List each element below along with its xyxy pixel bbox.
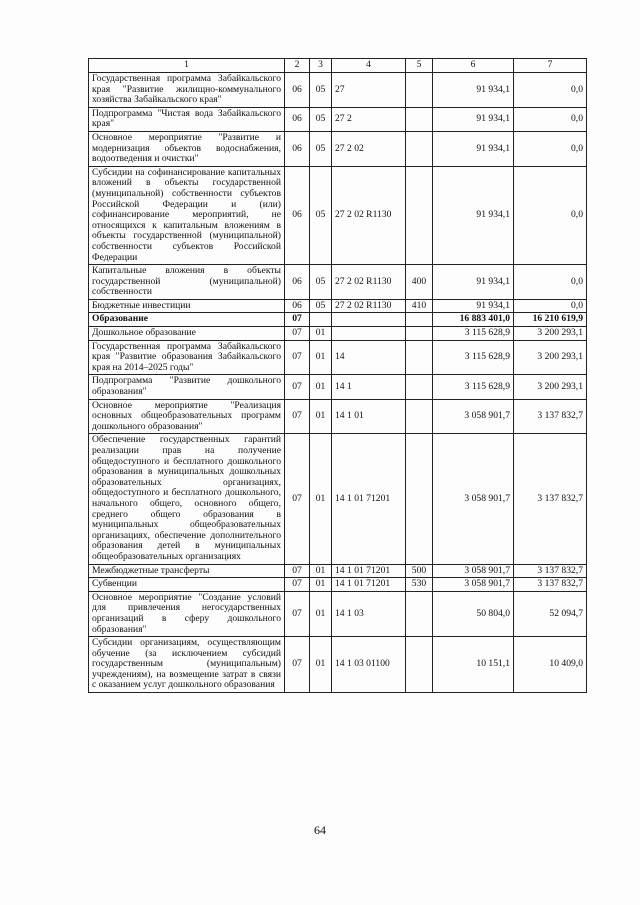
table-row bbox=[89, 265, 587, 300]
row-name-cell: Обеспечение государственных гарантий реализации прав на получение общедоступного и бесплатного дошкольного образования в муниципальных дошкольных образовательных организациях, общедоступного и бесплатного дошкольного, начального общего, основного общего, среднего общего образования в муниципальных общеобразовательных организациях, обеспечение дополнительного образования детей в муниципальных общеобразовательных организациях bbox=[89, 434, 285, 564]
budget-table bbox=[88, 58, 587, 693]
row-name-cell: Основное мероприятие "Создание условий для привлечения негосударственных организаций в сферу дошкольного образования" bbox=[89, 591, 285, 636]
row-section-cell: 07 bbox=[285, 564, 310, 578]
row-name-cell: Государственная программа Забайкальского края "Развитие образования Забайкальского края на 2014–2025 годы" bbox=[89, 340, 285, 375]
row-subsection-cell: 01 bbox=[310, 399, 332, 434]
page-number: 64 bbox=[314, 823, 326, 837]
row-subsection-cell: 05 bbox=[310, 131, 332, 166]
table-row bbox=[89, 591, 587, 636]
row-subsection-cell: 01 bbox=[310, 578, 332, 592]
row-section-cell: 07 bbox=[285, 578, 310, 592]
row-amount-1-cell: 91 934,1 bbox=[433, 265, 514, 300]
table-body bbox=[89, 73, 587, 693]
row-name-cell: Подпрограмма "Развитие дошкольного образования" bbox=[89, 375, 285, 399]
row-section-cell: 07 bbox=[285, 434, 310, 564]
row-target-article-cell bbox=[332, 327, 406, 341]
row-amount-1-cell: 3 058 901,7 bbox=[433, 578, 514, 592]
row-expense-type-cell bbox=[406, 73, 433, 108]
row-expense-type-cell bbox=[406, 591, 433, 636]
row-subsection-cell: 01 bbox=[310, 564, 332, 578]
table-row bbox=[89, 578, 587, 592]
row-amount-2-cell: 0,0 bbox=[514, 107, 587, 131]
column-header-7: 7 bbox=[514, 59, 587, 73]
row-name-cell: Межбюджетные трансферты bbox=[89, 564, 285, 578]
row-target-article-cell: 27 2 02 R1130 bbox=[332, 166, 406, 264]
row-amount-2-cell: 52 094,7 bbox=[514, 591, 587, 636]
row-amount-2-cell: 3 137 832,7 bbox=[514, 399, 587, 434]
table-row bbox=[89, 637, 587, 693]
row-section-cell: 06 bbox=[285, 73, 310, 108]
row-expense-type-cell bbox=[406, 399, 433, 434]
row-amount-1-cell: 91 934,1 bbox=[433, 299, 514, 313]
row-expense-type-cell bbox=[406, 340, 433, 375]
row-subsection-cell: 05 bbox=[310, 73, 332, 108]
row-amount-2-cell: 0,0 bbox=[514, 131, 587, 166]
row-expense-type-cell: 530 bbox=[406, 578, 433, 592]
row-amount-1-cell: 3 115 628,9 bbox=[433, 327, 514, 341]
row-amount-2-cell: 0,0 bbox=[514, 299, 587, 313]
row-amount-1-cell: 3 115 628,9 bbox=[433, 375, 514, 399]
row-subsection-cell: 01 bbox=[310, 591, 332, 636]
row-subsection-cell: 01 bbox=[310, 434, 332, 564]
row-amount-2-cell: 3 137 832,7 bbox=[514, 434, 587, 564]
table-row bbox=[89, 564, 587, 578]
row-target-article-cell: 14 1 01 71201 bbox=[332, 578, 406, 592]
row-target-article-cell: 27 2 bbox=[332, 107, 406, 131]
row-amount-2-cell: 0,0 bbox=[514, 73, 587, 108]
row-amount-1-cell: 50 804,0 bbox=[433, 591, 514, 636]
row-target-article-cell: 27 bbox=[332, 73, 406, 108]
row-section-cell: 06 bbox=[285, 265, 310, 300]
row-expense-type-cell bbox=[406, 313, 433, 327]
row-amount-1-cell: 91 934,1 bbox=[433, 107, 514, 131]
row-section-cell: 06 bbox=[285, 131, 310, 166]
row-section-cell: 07 bbox=[285, 591, 310, 636]
row-amount-2-cell: 10 409,0 bbox=[514, 637, 587, 693]
row-amount-1-cell: 3 115 628,9 bbox=[433, 340, 514, 375]
row-amount-1-cell: 3 058 901,7 bbox=[433, 564, 514, 578]
row-name-cell: Образование bbox=[89, 313, 285, 327]
table-row bbox=[89, 375, 587, 399]
row-target-article-cell: 14 bbox=[332, 340, 406, 375]
table-row bbox=[89, 399, 587, 434]
row-section-cell: 07 bbox=[285, 340, 310, 375]
row-amount-1-cell: 91 934,1 bbox=[433, 131, 514, 166]
row-expense-type-cell bbox=[406, 166, 433, 264]
row-subsection-cell: 01 bbox=[310, 340, 332, 375]
table-row bbox=[89, 327, 587, 341]
row-target-article-cell: 14 1 01 71201 bbox=[332, 564, 406, 578]
row-target-article-cell: 14 1 bbox=[332, 375, 406, 399]
row-expense-type-cell: 410 bbox=[406, 299, 433, 313]
table-header-row bbox=[89, 59, 587, 73]
row-amount-2-cell: 3 200 293,1 bbox=[514, 375, 587, 399]
column-header-6: 6 bbox=[433, 59, 514, 73]
row-expense-type-cell bbox=[406, 375, 433, 399]
row-expense-type-cell bbox=[406, 434, 433, 564]
column-header-3: 3 bbox=[310, 59, 332, 73]
row-amount-1-cell: 3 058 901,7 bbox=[433, 434, 514, 564]
row-target-article-cell bbox=[332, 313, 406, 327]
column-header-2: 2 bbox=[285, 59, 310, 73]
table-row bbox=[89, 434, 587, 564]
row-amount-2-cell: 3 137 832,7 bbox=[514, 578, 587, 592]
row-section-cell: 07 bbox=[285, 399, 310, 434]
row-expense-type-cell bbox=[406, 107, 433, 131]
row-target-article-cell: 14 1 03 bbox=[332, 591, 406, 636]
row-name-cell: Государственная программа Забайкальского края "Развитие жилищно-коммунального хозяйства Забайкальского края" bbox=[89, 73, 285, 108]
table-row bbox=[89, 299, 587, 313]
row-amount-2-cell: 0,0 bbox=[514, 166, 587, 264]
row-amount-1-cell: 3 058 901,7 bbox=[433, 399, 514, 434]
row-amount-1-cell: 10 151,1 bbox=[433, 637, 514, 693]
row-amount-2-cell: 3 200 293,1 bbox=[514, 340, 587, 375]
row-subsection-cell: 01 bbox=[310, 327, 332, 341]
row-section-cell: 07 bbox=[285, 313, 310, 327]
row-subsection-cell: 01 bbox=[310, 375, 332, 399]
row-name-cell: Субсидии организациям, осуществляющим обучение (за исключением субсидий государственным (муниципальным) учреждениям), на возмещение затрат в связи с оказанием услуг дошкольного образования bbox=[89, 637, 285, 693]
table-row bbox=[89, 131, 587, 166]
row-section-cell: 06 bbox=[285, 299, 310, 313]
row-expense-type-cell bbox=[406, 637, 433, 693]
row-amount-2-cell: 3 137 832,7 bbox=[514, 564, 587, 578]
row-name-cell: Бюджетные инвестиции bbox=[89, 299, 285, 313]
row-target-article-cell: 14 1 03 01100 bbox=[332, 637, 406, 693]
table-row bbox=[89, 340, 587, 375]
column-header-5: 5 bbox=[406, 59, 433, 73]
row-amount-2-cell: 16 210 619,9 bbox=[514, 313, 587, 327]
row-section-cell: 07 bbox=[285, 327, 310, 341]
row-section-cell: 06 bbox=[285, 166, 310, 264]
row-section-cell: 06 bbox=[285, 107, 310, 131]
row-name-cell: Дошкольное образование bbox=[89, 327, 285, 341]
table-row bbox=[89, 73, 587, 108]
row-target-article-cell: 14 1 01 71201 bbox=[332, 434, 406, 564]
row-subsection-cell: 05 bbox=[310, 299, 332, 313]
row-subsection-cell: 05 bbox=[310, 265, 332, 300]
row-target-article-cell: 14 1 01 bbox=[332, 399, 406, 434]
table-row bbox=[89, 166, 587, 264]
row-subsection-cell: 01 bbox=[310, 637, 332, 693]
row-name-cell: Основное мероприятие "Развитие и модернизация объектов водоснабжения, водоотведения и очистки" bbox=[89, 131, 285, 166]
row-amount-2-cell: 3 200 293,1 bbox=[514, 327, 587, 341]
row-subsection-cell: 05 bbox=[310, 166, 332, 264]
row-name-cell: Основное мероприятие "Реализация основных общеобразовательных программ дошкольного образования" bbox=[89, 399, 285, 434]
row-amount-2-cell: 0,0 bbox=[514, 265, 587, 300]
row-amount-1-cell: 16 883 401,0 bbox=[433, 313, 514, 327]
row-section-cell: 07 bbox=[285, 637, 310, 693]
column-header-4: 4 bbox=[332, 59, 406, 73]
row-subsection-cell: 05 bbox=[310, 107, 332, 131]
row-amount-1-cell: 91 934,1 bbox=[433, 73, 514, 108]
row-expense-type-cell bbox=[406, 131, 433, 166]
row-name-cell: Подпрограмма "Чистая вода Забайкальского края" bbox=[89, 107, 285, 131]
row-target-article-cell: 27 2 02 R1130 bbox=[332, 265, 406, 300]
row-name-cell: Субсидии на софинансирование капитальных вложений в объекты государственной (муниципальной) собственности субъектов Российской Федерации и (или) софинансирование мероприятий, не относящихся к капитальным вложениям в объекты государственной (муниципальной) собственности субъектов Российской Федерации bbox=[89, 166, 285, 264]
row-name-cell: Капитальные вложения в объекты государственной (муниципальной) собственности bbox=[89, 265, 285, 300]
row-amount-1-cell: 91 934,1 bbox=[433, 166, 514, 264]
row-target-article-cell: 27 2 02 R1130 bbox=[332, 299, 406, 313]
row-subsection-cell bbox=[310, 313, 332, 327]
column-header-1: 1 bbox=[89, 59, 285, 73]
row-section-cell: 07 bbox=[285, 375, 310, 399]
row-expense-type-cell bbox=[406, 327, 433, 341]
row-expense-type-cell: 400 bbox=[406, 265, 433, 300]
table-row bbox=[89, 107, 587, 131]
row-name-cell: Субвенции bbox=[89, 578, 285, 592]
row-expense-type-cell: 500 bbox=[406, 564, 433, 578]
table-row bbox=[89, 313, 587, 327]
row-target-article-cell: 27 2 02 bbox=[332, 131, 406, 166]
